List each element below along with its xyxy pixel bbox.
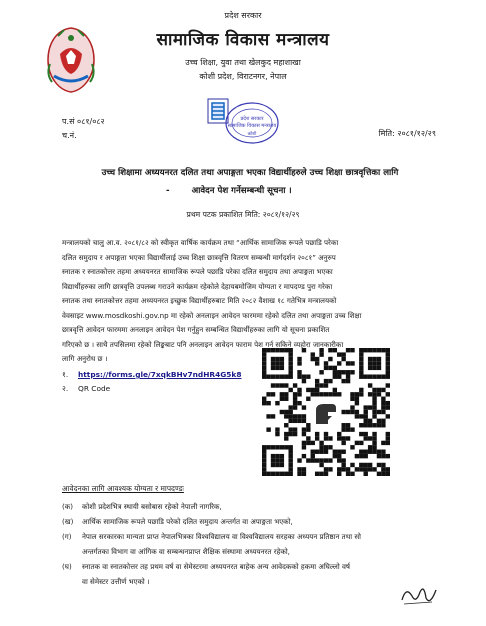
body-line: गरिएको छ । साथै तपसिलमा रहेको लिङ्कबाट पनि अनलाइन आवेदन फाराम पेश गर्न सकिने व्यहोरा जानकारीका	[62, 339, 344, 349]
title-dash: -	[166, 186, 170, 196]
requirement-continuation: वा सेमेस्टर उत्तीर्ण भएको ।	[82, 576, 150, 586]
title-line2-text: आवेदन पेश गर्नेसम्बन्धी सूचना ।	[191, 186, 292, 196]
body-line-website: वेवसाइट www.mosdkoshi.gov.np मा रहेको अनलाइन आवेदन फारममा रहेको दलित तथा अपाङ्गता उच्च शिक्षा	[62, 310, 362, 320]
qr-code-icon[interactable]	[262, 348, 390, 476]
list-number: १.	[62, 370, 69, 379]
body-line: लागि अनुरोध छ ।	[62, 354, 108, 363]
body-line: स्नातक तथा स्नातकोत्तर तहमा अध्ययनरत इच्छुक विद्यार्थीहरुबाट मिति २०८२ वैशाख १८ गतेभित्र मन्त्रालयको	[62, 296, 337, 305]
list-item-link	[62, 370, 241, 380]
form-link[interactable]: https://forms.gle/7xqkBHv7ndHR4G5k8	[78, 370, 242, 379]
signature	[398, 580, 440, 610]
letter-number: प.सं ०८१/०८२	[62, 117, 105, 126]
list-number: २.	[62, 384, 69, 393]
requirement-label: (घ)	[62, 562, 72, 571]
requirement-label: (ख)	[62, 517, 74, 526]
body-line: दलित समुदाय र अपाङ्गता भएका विद्यार्थीलाई उच्च शिक्षा छात्रवृत्ति वितरण सम्बन्धी मार्गदर्शन २०८१” अनुरुप	[62, 252, 336, 262]
letter-date: मिति: २०८१/१२/२९	[378, 129, 436, 138]
notice-body	[62, 236, 448, 367]
notice-title-line2	[166, 184, 292, 196]
body-line: छात्रवृत्ति आवेदन फारममा अनलाइन आवेदन पेश गर्नुहुन सम्बन्धित विद्यार्थीहरुका लागि यो सूचना प्रकाशित	[62, 325, 330, 334]
body-line: विद्यार्थीहरुका लागि छात्रवृत्ति उपलब्ध गराउने कार्यक्रम रहेकोले देहायबमोजिम योग्यता र मापदण्ड पुरा गरेका	[62, 281, 333, 291]
requirements-heading: आवेदनका लागि आवश्यक योग्यता र मापदण्डः	[62, 484, 184, 493]
list-item-qr	[62, 384, 110, 394]
official-stamp	[200, 95, 280, 153]
requirement-label: (ग)	[62, 532, 72, 541]
government-label: प्रदेश सरकार	[224, 11, 262, 20]
requirement-item	[62, 560, 452, 589]
notice-title-line1: उच्च शिक्षामा अध्ययनरत दलित तथा अपाङ्गता भएका विद्यार्थीहरुले उच्च शिक्षा छात्रवृत्तिका लागि	[101, 168, 399, 178]
ministry-title: सामाजिक विकास मन्त्रालय	[156, 30, 330, 50]
svg-text:प्रदेश सरकार: प्रदेश सरकार	[240, 116, 264, 122]
address-label: कोशी प्रदेश, विराटनगर, नेपाल	[199, 72, 287, 81]
requirement-text: स्नातक वा स्नातकोत्तर तह प्रथम वर्ष वा सेमेस्टरमा अध्ययनरत बाहेक अन्य आवेदकको हकमा अघिल्लो वर्ष	[82, 562, 350, 571]
requirement-text: आर्थिक सामाजिक रूपले पछाडि परेको दलित समुदाय अन्तर्गत वा अपाङ्गता भएको,	[82, 517, 293, 526]
body-line: स्नातक र स्नातकोत्तर तहमा अध्ययनरत सामाजिक रूपले पछाडि परेका दलित समुदाय तथा अपाङ्गता भएका	[62, 267, 333, 276]
requirement-item	[62, 530, 452, 559]
division-label: उच्च शिक्षा, युवा तथा खेलकुद महाशाखा	[185, 58, 301, 67]
qr-label: QR Code	[78, 384, 111, 393]
requirement-text: कोशी प्रदेशभित्र स्थायी बसोबास रहेको नेपाली नागरिक,	[82, 502, 222, 511]
requirement-item	[62, 500, 452, 515]
svg-text:सामाजिक विकास मन्त्रालय: सामाजिक विकास मन्त्रालय	[227, 123, 277, 129]
dispatch-number: च.नं.	[62, 131, 77, 140]
body-line: मन्त्रालयको चालु आ.व. २०८१/८२ को स्वीकृत वार्षिक कार्यक्रम तथा “आर्थिक सामाजिक रूपले पछाडि परेका	[62, 238, 339, 247]
svg-text:कोशी: कोशी	[247, 132, 257, 137]
requirement-continuation: अन्तर्गतका विभाग वा आंगिक वा सम्बन्धनप्राप्त शैक्षिक संस्थामा अध्ययनरत रहेको,	[82, 546, 290, 556]
requirement-item	[62, 515, 452, 530]
first-published-date: प्रथम पटक प्रकाशित मिति: २०८१/१२/२९	[186, 210, 300, 219]
requirement-text: नेपाल सरकारका मान्यता प्राप्त नेपालभित्रका विश्वविद्यालय वा विश्वविद्यालय सरहका अध्ययन प्रतिष्ठान तथा सो	[82, 532, 361, 541]
requirement-label: (क)	[62, 502, 73, 511]
